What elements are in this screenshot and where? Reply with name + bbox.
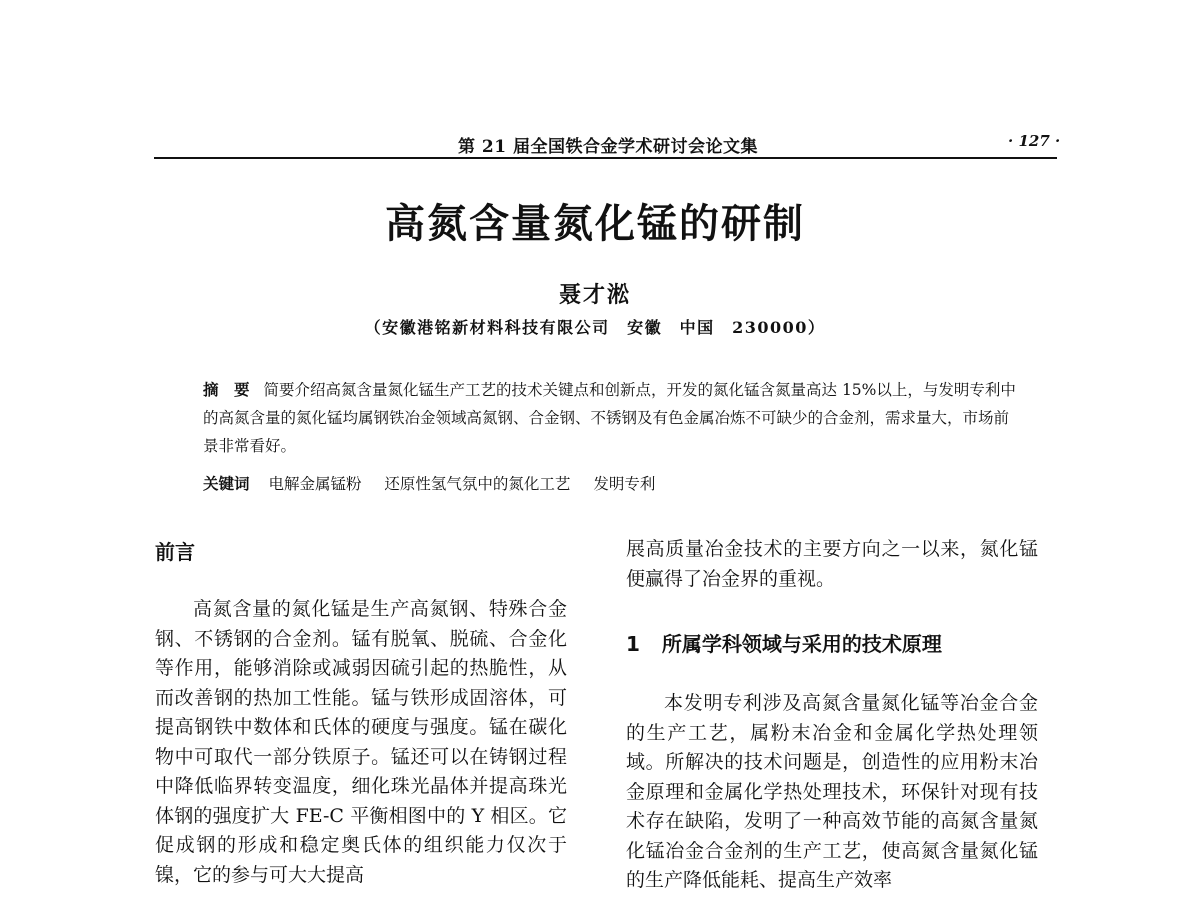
- affiliation: （安徽港铭新材料科技有限公司 安徽 中国 230000）: [364, 318, 826, 337]
- section-number: 1: [626, 632, 640, 656]
- running-title: 第 21 届全国铁合金学术研讨会论文集: [458, 137, 758, 157]
- continued-paragraph: 展高质量冶金技术的主要方向之一以来，氮化锰便赢得了冶金界的重视。: [626, 538, 1038, 590]
- section-heading-preface: 前言: [155, 540, 195, 564]
- left-column: [155, 536, 567, 890]
- abstract-label: 摘 要: [203, 380, 250, 399]
- keywords-label: 关键词: [203, 474, 250, 493]
- article-title: 高氮含量氮化锰的研制: [385, 201, 805, 247]
- preface-paragraph: 高氮含量的氮化锰是生产高氮钢、特殊合金钢、不锈钢的合金剂。锰有脱氧、脱硫、合金化等作用，能够消除或减弱因硫引起的热脆性，从而改善钢的热加工性能。锰与铁形成固溶体，可提高钢铁中数体和氏体的硬度与强度。锰在碳化物中可取代一部分铁原子。锰还可以在铸钢过程中降低临界转变温度，细化珠光晶体并提高珠光体钢的强度扩大 FE-C 平衡相图中的 Y 相区。它促成钢的形成和稳定奥氏体的组织能力仅次于镍，它的参与可大大提高: [155, 598, 567, 886]
- header-rule: [154, 157, 1057, 159]
- keywords: [203, 472, 673, 496]
- section-title: 所属学科领域与采用的技术原理: [661, 632, 942, 656]
- page-number: · 127 ·: [1008, 132, 1061, 150]
- section-1-paragraph: 本发明专利涉及高氮含量氮化锰等冶金合金的生产工艺，属粉末冶金和金属化学热处理领域。所解决的技术问题是，创造性的应用粉末冶金原理和金属化学热处理技术，环保针对现有技术存在缺陷，发明了一种高效节能的高氮含量氮化锰冶金合金剂的生产工艺，使高氮含量氮化锰的生产降低能耗、提高生产效率: [626, 692, 1038, 891]
- keyword-item: 还原性氢气氛中的氮化工艺: [384, 475, 571, 493]
- abstract-text: 简要介绍高氮含量氮化锰生产工艺的技术关键点和创新点，开发的氮化锰含氮量高达 15%以上，与发明专利中的高氮含量的氮化锰均属钢铁冶金领域高氮钢、合金钢、不锈钢及有色金属冶炼不可缺少的合金剂，需求量大，市场前景非常看好。: [203, 381, 1016, 455]
- abstract: [203, 376, 1023, 460]
- keyword-item: 发明专利: [593, 475, 656, 493]
- section-heading-1: [626, 628, 1038, 657]
- keyword-item: 电解金属锰粉: [268, 475, 362, 493]
- author-name: 聂才淞: [558, 282, 631, 308]
- right-column: [626, 535, 1038, 896]
